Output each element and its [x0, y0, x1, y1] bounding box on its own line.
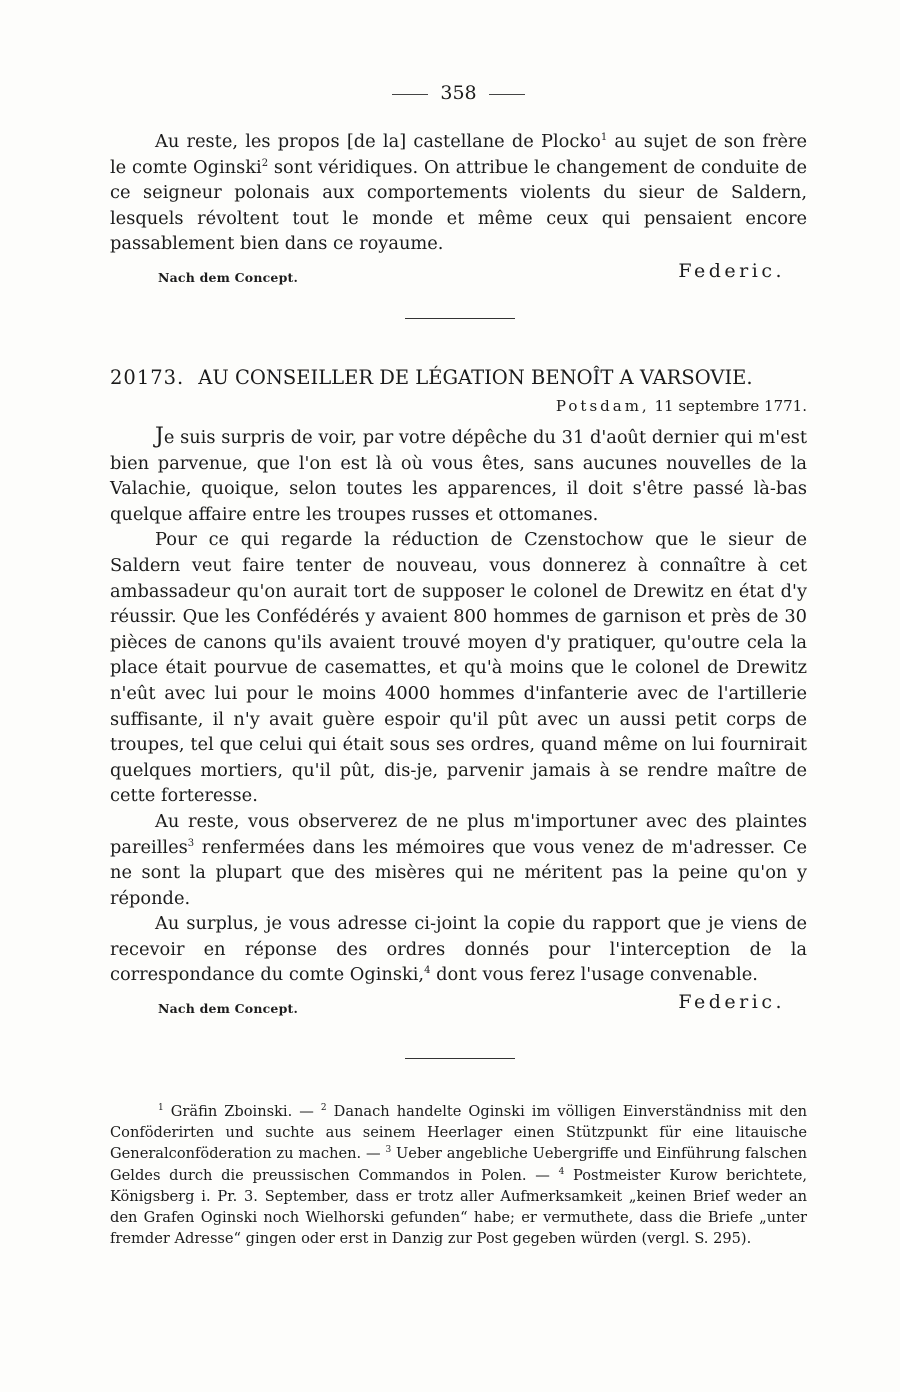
dateline	[556, 397, 807, 415]
signature-line	[110, 990, 807, 1018]
place: Potsdam,	[555, 397, 650, 415]
letter-number: 20173.	[110, 366, 185, 389]
paragraph: Pour ce qui regarde la réduction de Czenstochow que le sieur de Saldern veut faire tenter de nouveau, vous donnerez à connaître à cet ambassadeur qu'on aurait tort de supposer le colonel de Drewitz en état d'y réussir. Que les Confédérés y avaient 800 hommes de garnison et près de 30 pièces de canons qu'ils avaient trouvé moyen d'y pratiquer, qu'outre cela la place était pourvue de casemattes, et qu'à moins que le colonel de Drewitz n'eût avec lui pour le moins 4000 hommes d'infanterie avec de l'artillerie suffisante, il n'y avait guère espoir qu'il pût avec un aussi petit corps de troupes, tel que celui qui était sous ses ordres, quand même on lui fournirait quelques mortiers, qu'il pût, dis-je, parvenir jamais à se rendre maître de cette forteresse.	[110, 529, 807, 807]
footnote-ref: 3	[187, 837, 195, 849]
paragraph: Au surplus, je vous adresse ci-joint la copie du rapport que je viens de recevoir en réponse des ordres donnés pour l'interception de la correspondance du comte Oginski,$^4$ dont vous ferez l'usage convenable.	[110, 913, 807, 986]
signature: Federic.	[678, 259, 785, 282]
source-note: Nach dem Concept.	[158, 1001, 299, 1017]
footnotes	[110, 1101, 807, 1249]
paragraph: Je suis surpris de voir, par votre dépêche du 31 d'août dernier qui m'est bien parvenue, que l'on est là où vous êtes, sans aucunes nouvelles de la Valachie, quoique, selon toutes les apparences, il doit s'être passé là-bas quelque affaire entre les troupes russes et ottomanes.	[110, 424, 807, 525]
paragraph: Au reste, les propos [de la] castellane de Plocko$^1$ au sujet de son frère le comte Oginski$^2$ sont véridiques. On attribue le changement de conduite de ce seigneur polonais aux comportements violents du sieur de Saldern, lesquels révoltent tout le monde et même ceux qui pensaient encore passablement bien dans ce royaume.	[110, 131, 807, 255]
letter-title: AU CONSEILLER DE LÉGATION BENOÎT A VARSOVIE.	[198, 366, 753, 389]
date: 11 septembre 1771.	[654, 397, 807, 415]
footnote-ref: 1	[600, 132, 608, 144]
page-number: 358	[440, 82, 477, 104]
page-number-right-dash	[489, 94, 525, 95]
signature-line	[110, 259, 807, 287]
document-page	[110, 0, 807, 1392]
footnote-divider	[405, 1058, 515, 1059]
initial-letter: J	[155, 424, 164, 449]
signature: Federic.	[678, 991, 785, 1014]
section-divider	[405, 318, 515, 319]
paragraph: Au reste, vous observerez de ne plus m'importuner avec des plaintes pareilles$^3$ renfermées dans les mémoires que vous venez de m'adresser. Ce ne sont la plupart que des misères qui ne méritent pas la peine qu'on y réponde.	[110, 810, 807, 909]
footnote-text: $^1$ Gräfin Zboinski. — $^2$ Danach handelte Oginski im völligen Einverständniss mit den Conföderirten und suchte aus seinem Heerlager einen Stützpunkt für eine litauische Generalconföderation zu machen. — $^3$ Ueber angebliche Uebergriffe und Einführung falschen Geldes durch die preussischen Commandos in Polen. — $^4$ Postmeister Kurow berichtete, Königsberg i. Pr. 3. September, dass er trotz aller Aufmerksamkeit „keinen Brief weder an den Grafen Oginski noch Wielhorski gefunden“ habe; er vermuthete, dass die Briefe „unter fremder Adresse“ gingen oder erst in Danzig zur Post gegeben würden (vergl. S. 295).	[110, 1103, 807, 1248]
letter-heading	[110, 366, 807, 389]
page-number-left-dash	[392, 94, 428, 95]
footnote-ref: 4	[424, 965, 431, 977]
source-note: Nach dem Concept.	[158, 269, 299, 285]
footnote-ref: 2	[261, 157, 269, 169]
letter-body	[110, 424, 807, 1018]
page-number-line	[110, 82, 807, 104]
previous-letter-end	[110, 129, 807, 287]
